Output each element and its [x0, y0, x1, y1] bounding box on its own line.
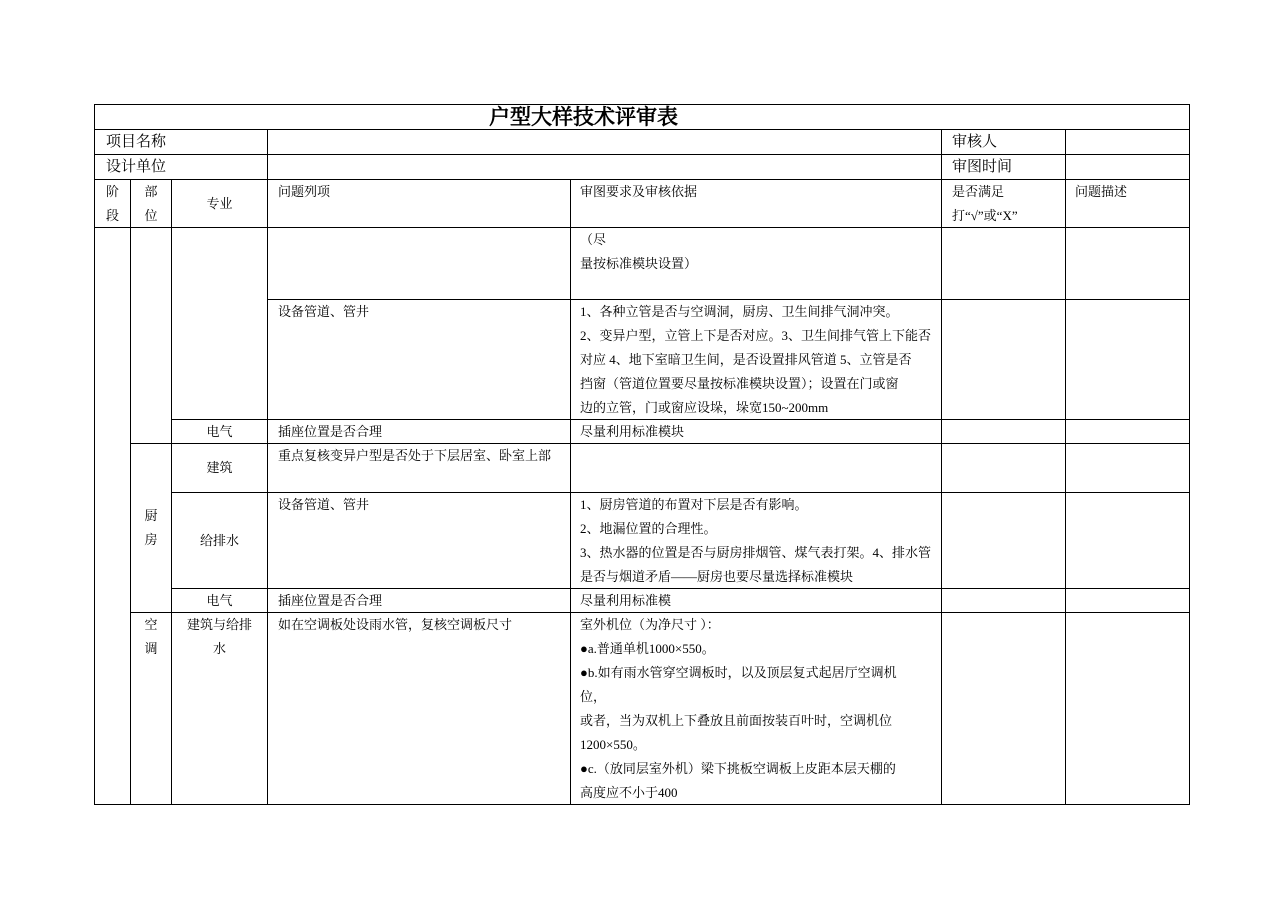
requirement-line: 1200×550。 [580, 737, 646, 752]
requirement-cell [571, 493, 942, 589]
item-cell: 设备管道、管井 [268, 493, 571, 589]
item-cell: 重点复核变异户型是否处于下层居室、卧室上部 [268, 444, 571, 493]
problem-description-cell [1066, 444, 1190, 493]
header-satisfied-line: 是否满足 [952, 184, 1005, 199]
requirement-line: 边的立管，门或窗应设垛，垛宽150~200mm [580, 400, 829, 415]
header-satisfied-line: 打“√”或“X” [952, 208, 1018, 223]
requirement-cell [571, 420, 942, 444]
problem-description-cell [1066, 493, 1190, 589]
stage-cell [95, 228, 131, 805]
header-requirement: 审图要求及审核依据 [571, 180, 942, 228]
requirement-line: 1、各种立管是否与空调洞，厨房、卫生间排气洞冲突。 [580, 304, 899, 319]
requirement-line: 对应 4、地下室暗卫生间，是否设置排风管道 5、立管是否 [580, 352, 912, 367]
location-cell-kitchen [131, 444, 172, 613]
problem-description-cell [1066, 613, 1190, 805]
discipline-cell: 电气 [172, 420, 268, 444]
design-unit-label: 设计单位 [95, 155, 268, 180]
header-description: 问题描述 [1066, 180, 1190, 228]
location-cell [131, 228, 172, 444]
requirement-line: 室外机位（为净尺寸 ）： [580, 617, 720, 632]
requirement-cell [571, 444, 942, 493]
discipline-cell: 电气 [172, 589, 268, 613]
reviewer-value-cell [1066, 130, 1190, 155]
requirement-line: 尽量利用标准模块 [580, 424, 685, 439]
project-name-label: 项目名称 [95, 130, 268, 155]
problem-description-cell [1066, 300, 1190, 420]
satisfied-cell [942, 589, 1066, 613]
problem-description-cell [1066, 228, 1190, 300]
header-location-text: 部位 [144, 184, 158, 223]
requirement-cell [571, 589, 942, 613]
requirement-line: ●c.（放同层室外机）梁下挑板空调板上皮距本层天棚的 [580, 761, 896, 776]
discipline-cell: 给排水 [172, 493, 268, 589]
requirement-line: 1、厨房管道的布置对下层是否有影响。 [580, 497, 808, 512]
requirement-line: 或者，当为双机上下叠放且前面按装百叶时，空调机位 [580, 713, 893, 728]
location-text: 厨房 [144, 508, 158, 547]
location-text: 空调 [144, 617, 158, 656]
requirement-line: 2、变异户型，立管上下是否对应。3、卫生间排气管上下能否 [580, 328, 932, 343]
reviewer-label: 审核人 [942, 130, 1066, 155]
satisfied-cell [942, 493, 1066, 589]
requirement-line: 高度应不小于400 [580, 785, 678, 800]
discipline-cell: 建筑 [172, 444, 268, 493]
requirement-cell [571, 613, 942, 805]
discipline-text: 建筑与给排水 [186, 617, 252, 656]
requirement-line: ●b.如有雨水管穿空调板时，以及顶层复式起居厅空调机 [580, 665, 897, 680]
requirement-cell [571, 228, 942, 300]
discipline-cell [172, 613, 268, 805]
requirement-line: ●a.普通单机1000×550。 [580, 641, 715, 656]
item-cell: 设备管道、管井 [268, 300, 571, 420]
review-time-label: 审图时间 [942, 155, 1066, 180]
header-stage-text: 阶段 [105, 184, 119, 223]
satisfied-cell [942, 300, 1066, 420]
requirement-line: 3、热水器的位置是否与厨房排烟管、煤气表打架。4、排水管 [580, 545, 932, 560]
satisfied-cell [942, 613, 1066, 805]
satisfied-cell [942, 444, 1066, 493]
requirement-line: 2、地漏位置的合理性。 [580, 521, 717, 536]
review-form-table [94, 104, 1190, 805]
header-item: 问题列项 [268, 180, 571, 228]
form-title: 户型大样技术评审表 [95, 105, 1190, 130]
item-cell: 插座位置是否合理 [268, 589, 571, 613]
requirement-line: 是否与烟道矛盾——厨房也要尽量选择标准模块 [580, 569, 854, 584]
problem-description-cell [1066, 420, 1190, 444]
satisfied-cell [942, 420, 1066, 444]
discipline-cell [172, 228, 268, 420]
header-stage [95, 180, 131, 228]
requirement-line: 尽量利用标准模 [580, 593, 672, 608]
requirement-line: 位， [580, 689, 607, 704]
requirement-line: 量按标准模块设置） [580, 256, 698, 271]
review-time-value-cell [1066, 155, 1190, 180]
item-cell: 插座位置是否合理 [268, 420, 571, 444]
problem-description-cell [1066, 589, 1190, 613]
header-discipline: 专业 [172, 180, 268, 228]
requirement-cell [571, 300, 942, 420]
requirement-line: 挡窗（管道位置要尽量按标准模块设置）；设置在门或窗 [580, 376, 899, 391]
project-name-value-cell [268, 130, 942, 155]
satisfied-cell [942, 228, 1066, 300]
header-location [131, 180, 172, 228]
item-cell: 如在空调板处设雨水管，复核空调板尺寸 [268, 613, 571, 805]
location-cell-air-conditioning [131, 613, 172, 805]
header-satisfied [942, 180, 1066, 228]
design-unit-value-cell [268, 155, 942, 180]
item-cell [268, 228, 571, 300]
requirement-line: （尽 [580, 232, 607, 247]
